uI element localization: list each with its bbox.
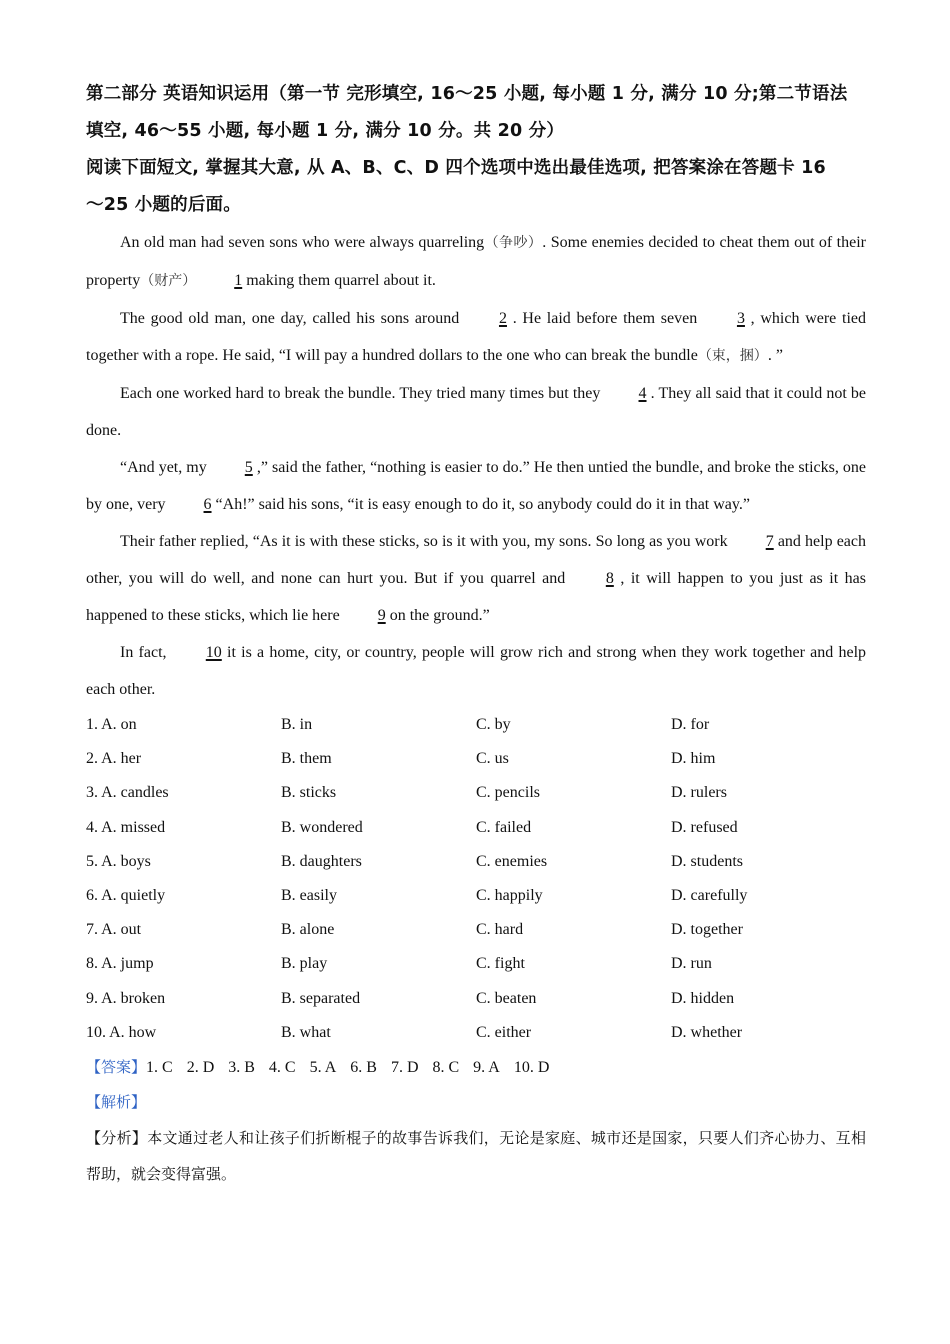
option-d: D. run bbox=[671, 955, 712, 973]
analysis-tag: 【分析】 bbox=[86, 1128, 148, 1147]
option-a: 5. A. boys bbox=[86, 852, 151, 870]
answer-item: 3. B bbox=[228, 1058, 255, 1076]
option-d: D. whether bbox=[671, 1023, 743, 1041]
blank-9: 9 bbox=[377, 607, 386, 624]
answer-item: 5. A bbox=[309, 1058, 337, 1076]
options-list bbox=[86, 708, 866, 1050]
option-row bbox=[86, 708, 866, 742]
option-c: C. beaten bbox=[476, 989, 537, 1007]
option-c: C. failed bbox=[476, 818, 532, 836]
blank-10: 10 bbox=[205, 644, 222, 661]
passage bbox=[86, 224, 866, 708]
option-c: C. happily bbox=[476, 887, 543, 905]
answer-item: 8. C bbox=[432, 1058, 460, 1076]
chinese-gloss: （财产） bbox=[140, 273, 197, 289]
option-c: C. hard bbox=[476, 921, 524, 939]
blank-4: 4 bbox=[638, 385, 647, 402]
option-c: C. enemies bbox=[476, 852, 548, 870]
option-row bbox=[86, 776, 866, 810]
option-c: C. fight bbox=[476, 955, 525, 973]
option-c: C. by bbox=[476, 716, 511, 734]
option-row bbox=[86, 742, 866, 776]
option-b: B. what bbox=[281, 1023, 331, 1041]
blank-7: 7 bbox=[765, 533, 774, 550]
option-b: B. separated bbox=[281, 989, 361, 1007]
paragraph-5: Their father replied, “As it is with these sticks, so is it with you, my sons. So long as you work 7 and help each other, you will do well, and none can hurt you. But if you quarrel and 8 , it will happen to you just as it has happened to these sticks, which lie here 9 on the ground.” bbox=[86, 523, 866, 634]
answer-item: 10. D bbox=[513, 1058, 550, 1076]
option-d: D. for bbox=[671, 716, 710, 734]
option-a: 7. A. out bbox=[86, 921, 142, 939]
analysis-body: 本文通过老人和让孩子们折断棍子的故事告诉我们，无论是家庭、城市还是国家，只要人们齐心协力、互相帮助，就会变得富强。 bbox=[86, 1128, 866, 1183]
option-b: B. alone bbox=[281, 921, 335, 939]
blank-1: 1 bbox=[234, 272, 243, 289]
option-b: B. play bbox=[281, 955, 328, 973]
option-a: 4. A. missed bbox=[86, 818, 166, 836]
explanation-heading bbox=[86, 1085, 866, 1120]
option-d: D. carefully bbox=[671, 887, 748, 905]
option-row bbox=[86, 913, 866, 947]
option-d: D. hidden bbox=[671, 989, 735, 1007]
answer-item: 2. D bbox=[186, 1058, 215, 1076]
option-d: D. students bbox=[671, 852, 743, 870]
analysis-text bbox=[86, 1120, 866, 1192]
paragraph-6: In fact, 10 it is a home, city, or country, people will grow rich and strong when they work together and help each other. bbox=[86, 634, 866, 708]
option-row bbox=[86, 879, 866, 913]
option-b: B. sticks bbox=[281, 784, 337, 802]
answer-item: 6. B bbox=[350, 1058, 377, 1076]
paragraph-2: The good old man, one day, called his sons around 2 . He laid before them seven 3 , which were tied together with a rope. He said, “I will pay a hundred dollars to the one who can break the bundle（束，捆）. ” bbox=[86, 300, 866, 375]
document-page bbox=[86, 76, 866, 1192]
option-row bbox=[86, 947, 866, 981]
instruction-line-2: ～25 小题的后面。 bbox=[86, 195, 241, 215]
option-row bbox=[86, 845, 866, 879]
instruction-line-1: 阅读下面短文, 掌握其大意, 从 A、B、C、D 四个选项中选出最佳选项, 把答案涂在答题卡 16 bbox=[86, 158, 826, 178]
answer-item: 7. D bbox=[390, 1058, 419, 1076]
answer-item: 4. C bbox=[268, 1058, 296, 1076]
option-d: D. him bbox=[671, 750, 716, 768]
blank-8: 8 bbox=[605, 570, 614, 587]
answer-key bbox=[86, 1050, 866, 1085]
option-a: 9. A. broken bbox=[86, 989, 166, 1007]
heading-line-2: 填空, 46～55 小题, 每小题 1 分, 满分 10 分。共 20 分） bbox=[86, 121, 565, 141]
blank-2: 2 bbox=[498, 310, 507, 327]
option-b: B. easily bbox=[281, 887, 337, 905]
answer-label: 【答案】 bbox=[86, 1057, 147, 1076]
option-a: 2. A. her bbox=[86, 750, 142, 768]
option-row bbox=[86, 1016, 866, 1050]
paragraph-1: An old man had seven sons who were always quarreling（争吵）. Some enemies decided to cheat them out of their property（财产） 1 making them quarrel about it. bbox=[86, 224, 866, 300]
option-a: 10. A. how bbox=[86, 1023, 157, 1041]
option-row bbox=[86, 982, 866, 1016]
option-row bbox=[86, 811, 866, 845]
option-b: B. in bbox=[281, 716, 313, 734]
option-d: D. together bbox=[671, 921, 743, 939]
option-a: 6. A. quietly bbox=[86, 887, 166, 905]
option-c: C. us bbox=[476, 750, 509, 768]
option-b: B. daughters bbox=[281, 852, 362, 870]
blank-5: 5 bbox=[244, 459, 253, 476]
answer-item: 1. C bbox=[146, 1058, 173, 1076]
option-c: C. either bbox=[476, 1023, 532, 1041]
blank-6: 6 bbox=[203, 496, 212, 513]
paragraph-4: “And yet, my 5 ,” said the father, “nothing is easier to do.” He then untied the bundle, and broke the sticks, one by one, very 6 “Ah!” said his sons, “it is easy enough to do it, so anybody could do it in that way.” bbox=[86, 449, 866, 523]
option-d: D. refused bbox=[671, 818, 738, 836]
option-a: 1. A. on bbox=[86, 716, 137, 734]
option-b: B. wondered bbox=[281, 818, 363, 836]
option-b: B. them bbox=[281, 750, 332, 768]
chinese-gloss: （争吵） bbox=[484, 235, 543, 251]
option-d: D. rulers bbox=[671, 784, 727, 802]
answer-item: 9. A bbox=[473, 1058, 500, 1076]
heading-line-1: 第二部分 英语知识运用（第一节 完形填空, 16～25 小题, 每小题 1 分, 满分 10 分;第二节语法 bbox=[86, 84, 848, 104]
blank-3: 3 bbox=[736, 310, 745, 327]
option-c: C. pencils bbox=[476, 784, 540, 802]
chinese-gloss: （束，捆） bbox=[697, 348, 768, 364]
paragraph-3: Each one worked hard to break the bundle. They tried many times but they 4 . They all said that it could not be done. bbox=[86, 375, 866, 449]
explanation-label: 【解析】 bbox=[86, 1092, 147, 1111]
option-a: 3. A. candles bbox=[86, 784, 169, 802]
section-heading bbox=[86, 76, 866, 224]
option-a: 8. A. jump bbox=[86, 955, 154, 973]
